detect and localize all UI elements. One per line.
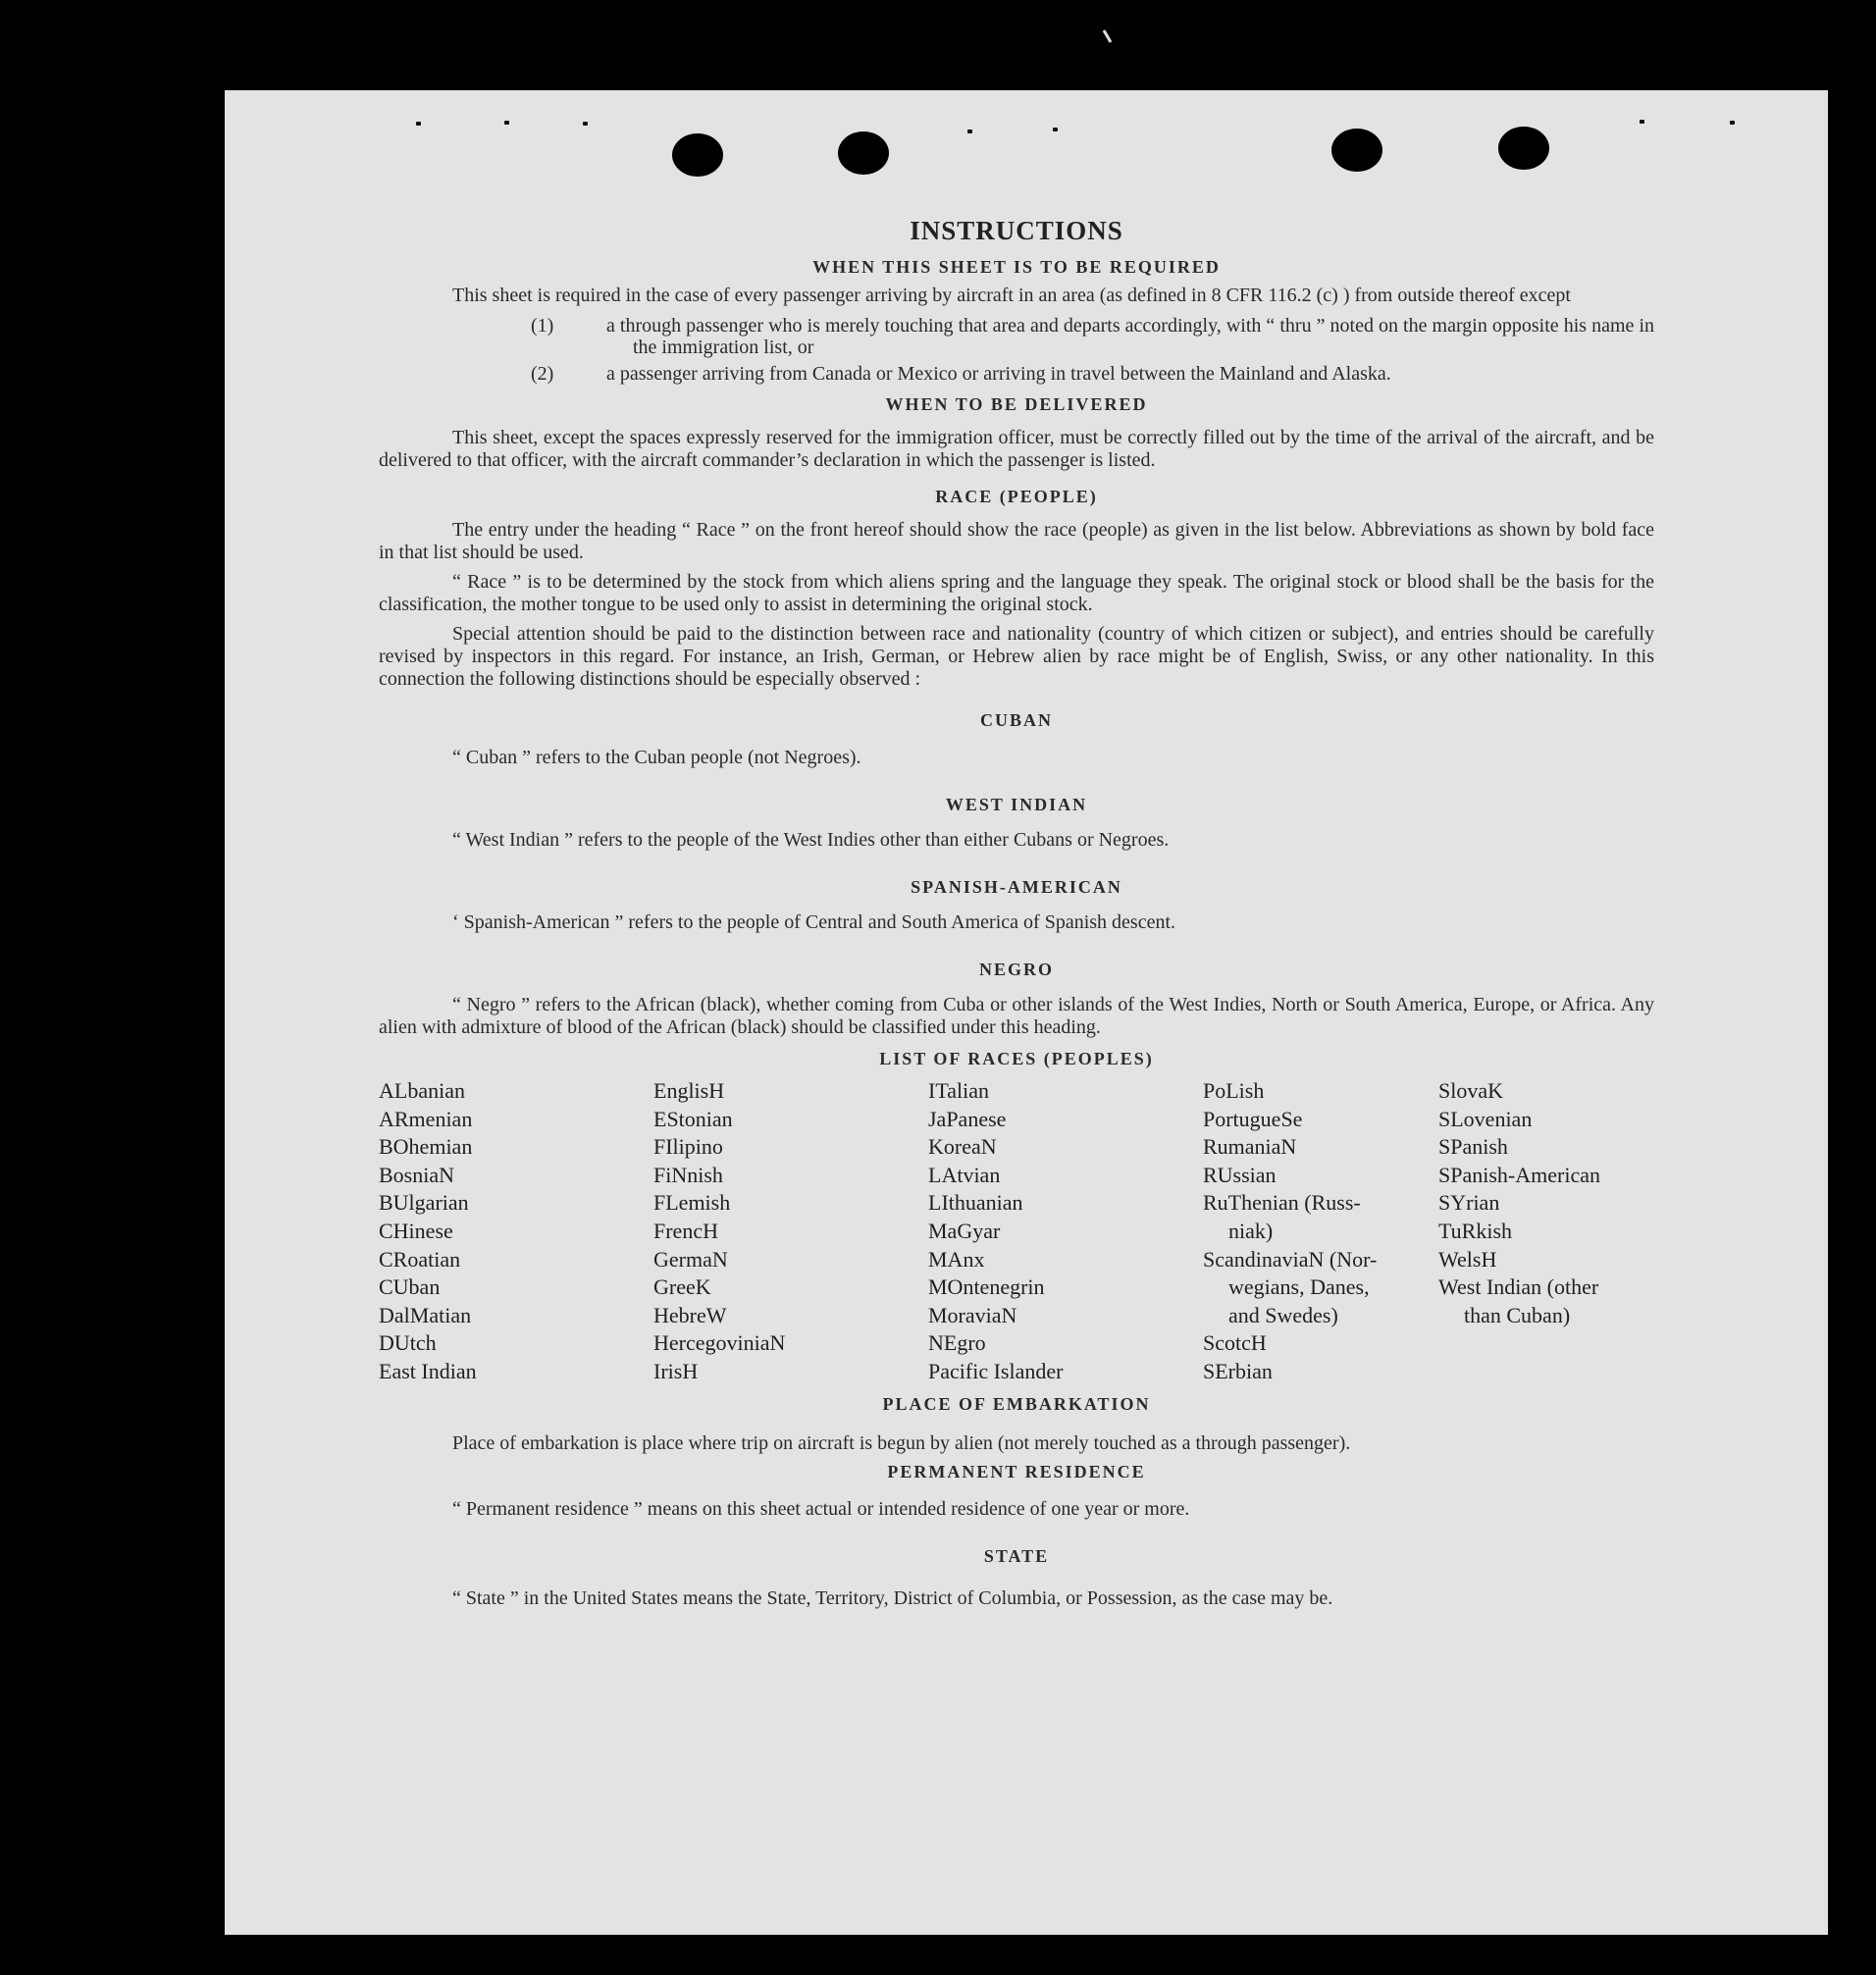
races-column: [1203, 1077, 1429, 1386]
race-entry: HercegoviniaN: [653, 1330, 786, 1356]
paragraph: “ West Indian ” refers to the people of the West Indies other than either Cubans or Negroes.: [452, 829, 1170, 851]
race-entry: TuRkish: [1438, 1218, 1513, 1243]
race-entry: SlovaK: [1438, 1078, 1503, 1103]
paragraph: This sheet, except the spaces expressly reserved for the immigration officer, must be correctly filled out by the time of the arrival of the aircraft, and be delivered to that officer, with the aircraft commander’s declaration in which the passenger is listed.: [379, 427, 1654, 471]
race-entry: MaGyar: [928, 1218, 1001, 1243]
race-entry: BOhemian: [379, 1134, 473, 1160]
heading-embarkation: PLACE OF EMBARKATION: [882, 1393, 1151, 1414]
race-entry: East Indian: [379, 1358, 477, 1383]
race-entry: EStonian: [653, 1106, 733, 1131]
speck: [1053, 128, 1058, 131]
race-entry: HebreW: [653, 1302, 727, 1327]
list-item: [379, 363, 1654, 385]
speck: [416, 122, 421, 126]
speck: [1730, 121, 1735, 125]
race-entry: RuThenian (Russ-: [1203, 1190, 1361, 1216]
race-entry: GermaN: [653, 1246, 728, 1272]
heading-list-of-races: LIST OF RACES (PEOPLES): [879, 1049, 1154, 1068]
race-entry: PortugueSe: [1203, 1106, 1303, 1131]
race-entry: SYrian: [1438, 1190, 1500, 1216]
race-entry: ITalian: [928, 1078, 989, 1103]
race-entry: FLemish: [653, 1190, 731, 1216]
races-column: [928, 1077, 1193, 1386]
punch-hole: [672, 133, 723, 177]
paragraph: “ Permanent residence ” means on this sheet actual or intended residence of one year or more.: [452, 1497, 1190, 1520]
race-entry: JaPanese: [928, 1106, 1007, 1131]
race-entry: FrencH: [653, 1218, 718, 1243]
speck: [504, 121, 509, 125]
race-entry: Pacific Islander: [928, 1358, 1064, 1383]
race-entry: wegians, Danes,: [1228, 1274, 1370, 1300]
heading-when-delivered: WHEN TO BE DELIVERED: [885, 394, 1148, 414]
race-entry: CUban: [379, 1274, 441, 1300]
race-entry: RUssian: [1203, 1162, 1277, 1187]
heading-state: STATE: [983, 1545, 1050, 1566]
races-column: [379, 1077, 644, 1386]
race-entry: CRoatian: [379, 1246, 461, 1272]
heading-negro: NEGRO: [978, 960, 1054, 979]
race-entry: ALbanian: [379, 1078, 465, 1103]
document-body: [379, 216, 1654, 1615]
paragraph: “ Cuban ” refers to the Cuban people (not Negroes).: [452, 747, 861, 768]
punch-hole: [1331, 129, 1382, 172]
race-entry: DUtch: [379, 1330, 437, 1356]
race-entry: MAnx: [928, 1246, 985, 1272]
race-entry: FiNnish: [653, 1162, 723, 1187]
paragraph: “ Race ” is to be determined by the stock from which aliens spring and the language they speak. The original stock or blood shall be the basis for the classification, the mother tongue to be used only to assist in determining the original stock.: [379, 571, 1654, 615]
race-entry: ARmenian: [379, 1106, 473, 1131]
heading-permanent-residence: PERMANENT RESIDENCE: [887, 1461, 1146, 1481]
race-entry: PoLish: [1203, 1078, 1265, 1103]
paragraph: “ State ” in the United States means the State, Territory, District of Columbia, or Possession, as the case may be.: [452, 1586, 1333, 1609]
race-entry: BUlgarian: [379, 1190, 469, 1216]
item-number: (2): [531, 363, 554, 385]
races-column: [1438, 1077, 1654, 1386]
race-entry: LIthuanian: [928, 1190, 1023, 1216]
speck: [1640, 120, 1644, 124]
race-entry: CHinese: [379, 1218, 453, 1243]
race-entry: SLovenian: [1438, 1106, 1533, 1131]
race-entry: LAtvian: [928, 1162, 1001, 1187]
race-entry: KoreaN: [928, 1134, 997, 1160]
heading-race: RACE (PEOPLE): [935, 487, 1098, 506]
scan-mark: [1103, 29, 1113, 43]
race-entry: MOntenegrin: [928, 1274, 1045, 1300]
races-column: [653, 1077, 918, 1386]
races-list: [379, 1077, 1654, 1386]
paragraph: Special attention should be paid to the distinction between race and nationality (country of which citizen or subject), and entries should be carefully revised by inspectors in this regard. For instance, an Irish, German, or Hebrew alien by race might be of English, Swiss, or any other nationality. In this connection the following distinctions should be especially observed :: [379, 623, 1654, 690]
heading-spanish-american: SPANISH-AMERICAN: [911, 877, 1122, 897]
race-entry: RumaniaN: [1203, 1134, 1297, 1160]
race-entry: SPanish-American: [1438, 1162, 1600, 1187]
race-entry: DalMatian: [379, 1302, 472, 1327]
item-text: a through passenger who is merely touching that area and departs accordingly, with “ thru ” noted on the margin opposite his name in the immigration list, or: [606, 315, 1654, 358]
paragraph: ‘ Spanish-American ” refers to the people of Central and South America of Spanish descent.: [452, 911, 1176, 933]
speck: [967, 130, 972, 133]
race-entry: EnglisH: [653, 1078, 725, 1103]
heading-cuban: CUBAN: [979, 710, 1053, 730]
race-entry: than Cuban): [1464, 1302, 1571, 1327]
paragraph: The entry under the heading “ Race ” on the front hereof should show the race (people) as given in the list below. Abbreviations as shown by bold face in that list should be used.: [379, 519, 1654, 563]
heading-west-indian: WEST INDIAN: [945, 795, 1088, 814]
race-entry: ScandinaviaN (Nor-: [1203, 1246, 1378, 1272]
race-entry: IrisH: [653, 1358, 699, 1383]
race-entry: ScotcH: [1203, 1330, 1267, 1356]
paragraph: Place of embarkation is place where trip on aircraft is begun by alien (not merely touched as a through passenger).: [452, 1431, 1351, 1454]
item-number: (1): [531, 315, 554, 337]
race-entry: WelsH: [1438, 1246, 1497, 1272]
punch-hole: [1498, 127, 1549, 170]
race-entry: NEgro: [928, 1330, 986, 1356]
paragraph: “ Negro ” refers to the African (black), whether coming from Cuba or other islands of the West Indies, North or South America, Europe, or Africa. Any alien with admixture of blood of the African (black) should be classified under this heading.: [379, 994, 1654, 1038]
race-entry: niak): [1228, 1218, 1274, 1243]
race-entry: BosniaN: [379, 1162, 454, 1187]
race-entry: SPanish: [1438, 1134, 1508, 1160]
list-item: [379, 315, 1654, 358]
speck: [583, 122, 588, 126]
instruction-sheet: [225, 90, 1828, 1935]
race-entry: MoraviaN: [928, 1302, 1017, 1327]
race-entry: and Swedes): [1228, 1302, 1338, 1327]
race-entry: SErbian: [1203, 1358, 1273, 1383]
paragraph: This sheet is required in the case of every passenger arriving by aircraft in an area (as defined in 8 CFR 116.2 (c) ) from outside thereof except: [452, 285, 1571, 306]
punch-hole: [838, 131, 889, 175]
page-title: INSTRUCTIONS: [910, 216, 1123, 245]
race-entry: West Indian (other: [1438, 1274, 1599, 1300]
race-entry: GreeK: [653, 1274, 711, 1300]
heading-when-required: WHEN THIS SHEET IS TO BE REQUIRED: [812, 257, 1221, 277]
item-text: a passenger arriving from Canada or Mexico or arriving in travel between the Mainland and Alaska.: [606, 363, 1391, 385]
race-entry: FIlipino: [653, 1134, 723, 1160]
